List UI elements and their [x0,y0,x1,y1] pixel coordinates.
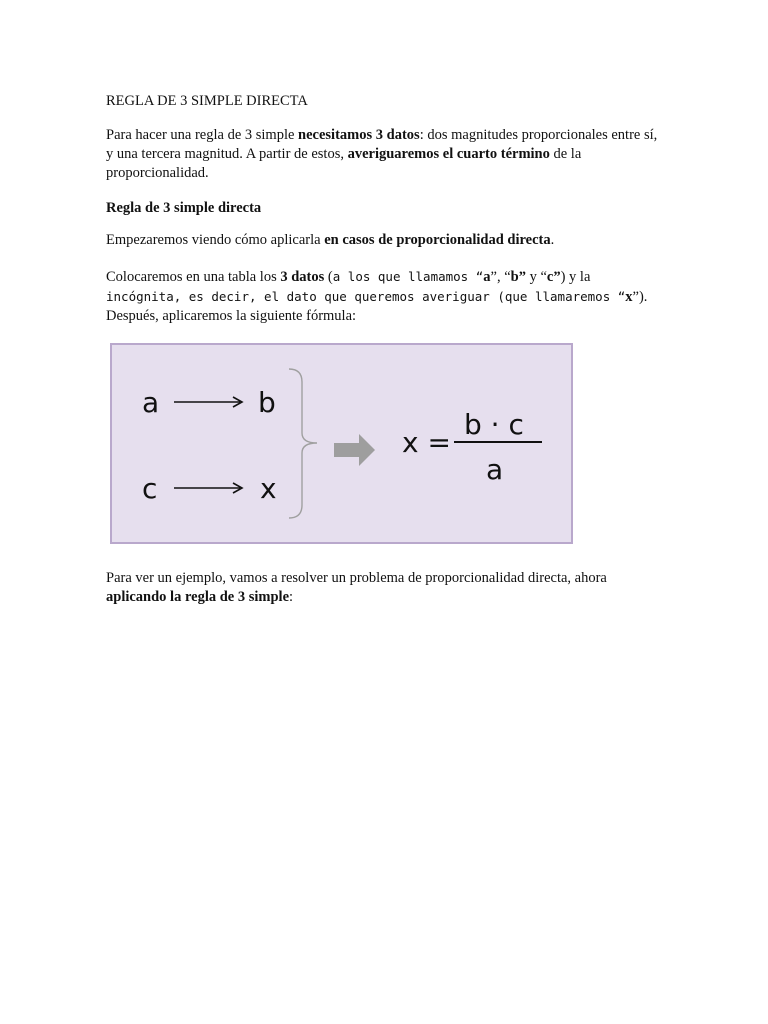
table-bold-x: x [625,289,633,305]
direct-bold-1: en casos de proporcionalidad directa [324,232,551,248]
direct-cases-paragraph [106,231,666,250]
formula-a: a [142,386,160,419]
intro-text-1: Para hacer una regla de 3 simple [106,127,299,143]
table-text-5: ) y la [560,269,591,285]
table-bold-b: b” [510,269,526,285]
section-subheading: Regla de 3 simple directa [106,200,262,216]
table-bold-1: 3 datos [280,269,325,285]
intro-paragraph [106,126,666,183]
formula-c: c [142,472,158,505]
table-mono-2: incógnita, es decir, el dato que queremos averiguar (que llamaremos “ [106,289,626,304]
intro-text-2: : dos magnitudes proporcionales entre sí, y una tercera magnitud. A partir de estos, [106,127,658,162]
implies-arrow-icon [334,434,375,466]
table-mono-1: a los que llamamos “ [332,269,484,284]
document-title: REGLA DE 3 SIMPLE DIRECTA [106,93,308,109]
intro-bold-2: averiguaremos el cuarto término [347,146,550,162]
formula-x: x [260,472,277,505]
example-paragraph [106,569,666,607]
formula-b: b [258,386,276,419]
table-text-2: ( [324,269,333,285]
intro-bold-1: necesitamos 3 datos [298,127,420,143]
table-bold-a: a [483,269,491,285]
table-text-6: ”). Después, aplicaremos la siguiente fórmula: [106,289,648,324]
formula-diagram [110,343,573,544]
brace-shape [289,369,317,518]
table-text-4: y “ [525,269,547,285]
example-text-2: : [289,589,294,605]
formula-denominator: a [486,453,504,486]
example-bold-1: aplicando la regla de 3 simple [106,589,290,605]
intro-text-3: de la proporcionalidad. [106,146,582,181]
example-text-1: Para ver un ejemplo, vamos a resolver un problema de proporcionalidad directa, ahora [106,570,607,586]
table-paragraph [106,267,666,326]
table-text-1: Colocaremos en una tabla los [106,269,281,285]
direct-text-2: . [550,232,555,248]
table-bold-c: c” [546,269,561,285]
table-text-3: ”, “ [490,269,511,285]
direct-text-1: Empezaremos viendo cómo aplicarla [106,232,325,248]
formula-svg [112,345,575,546]
formula-numerator: b · c [464,408,524,441]
formula-lhs: x = [402,426,451,459]
